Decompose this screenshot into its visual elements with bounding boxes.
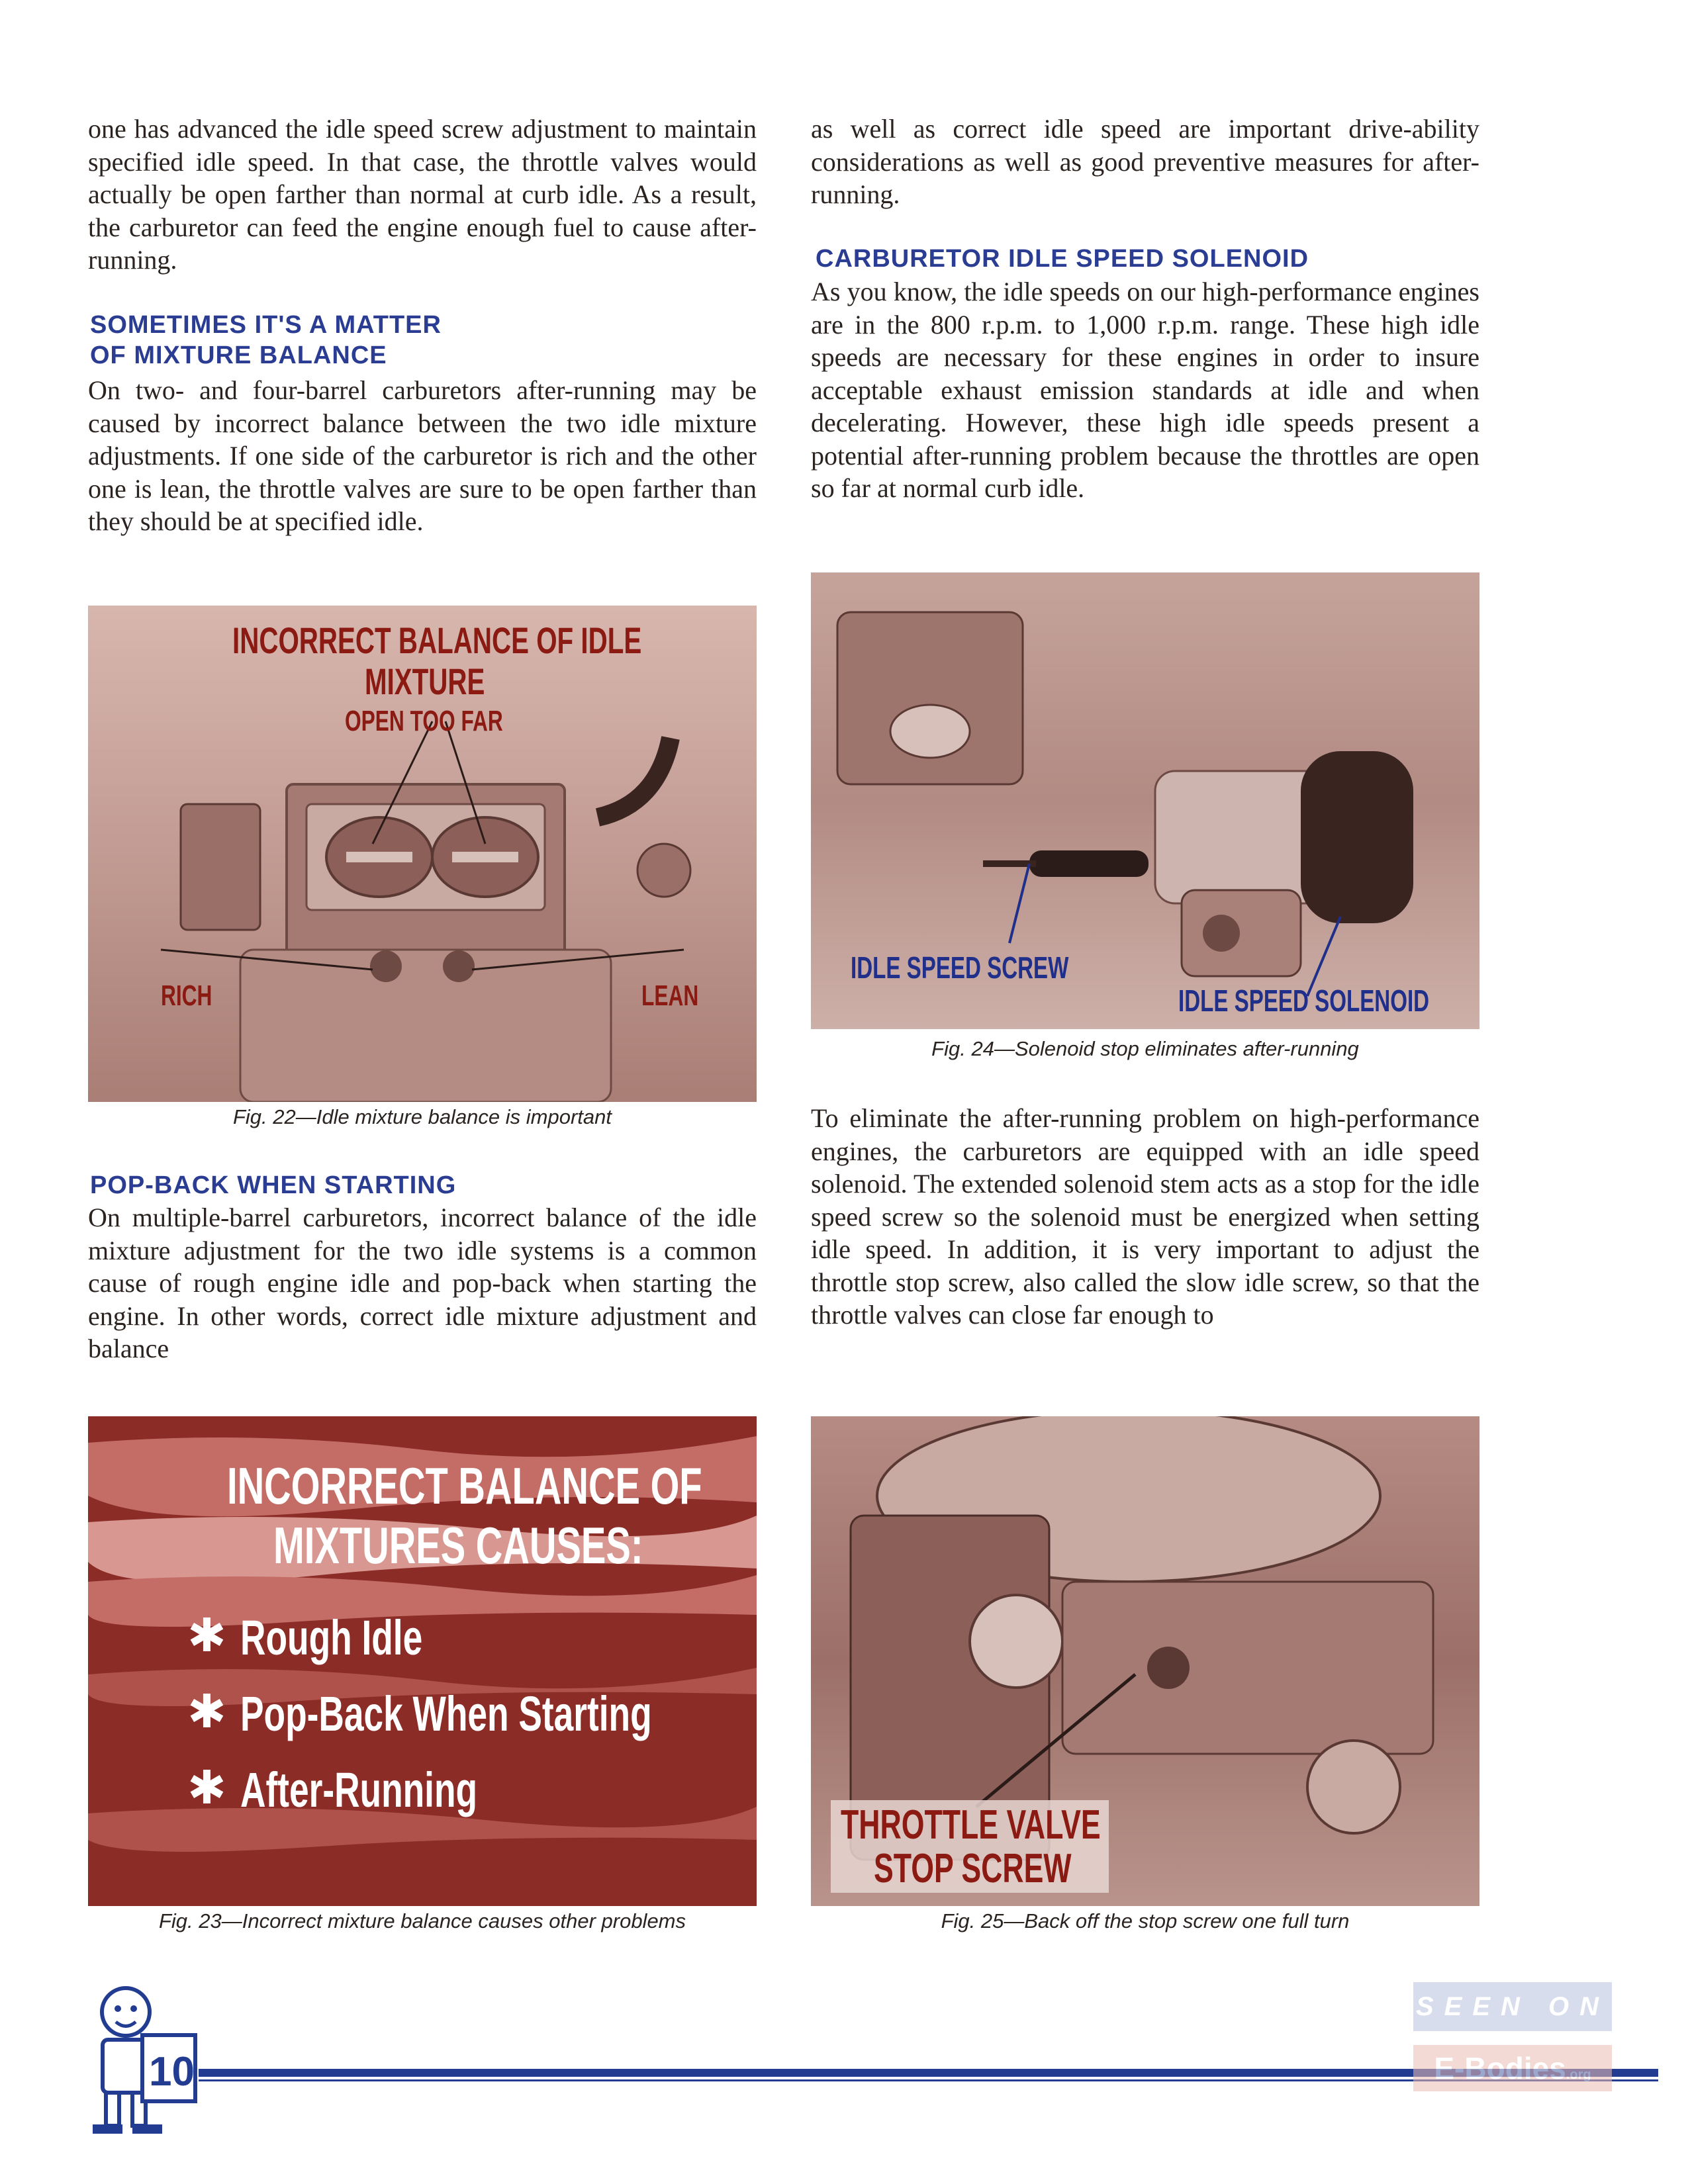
fig24-label-idle-speed-solenoid: IDLE SPEED SOLENOID: [1178, 983, 1430, 1018]
heading-mixture-balance-line1: SOMETIMES IT'S A MATTER: [90, 311, 442, 339]
fig23-caption: Fig. 23—Incorrect mixture balance causes other problems: [158, 1909, 686, 1933]
right-paragraph-3: To eliminate the after-running problem on high-performance engines, the carburetors are equipped with an idle speed solenoid. The extended solenoid stem acts as a stop for the idle speed screw so the solenoid must be energized when setting idle speed. In addition, it is very important to adjust the throttle stop screw, also called the slow idle screw, so that the throttle valves can close far enough to: [811, 1103, 1479, 1330]
fig23-item-2-label: Pop-Back When Starting: [240, 1686, 652, 1741]
stop-screw-head: [1147, 1647, 1190, 1689]
solenoid-bracket: [1182, 890, 1301, 976]
watermark-org: .org: [1566, 2068, 1591, 2082]
fig23-item-1-label: Rough Idle: [240, 1610, 423, 1665]
right-paragraph-2: As you know, the idle speeds on our high-performance engines are in the 800 r.p.m. to 1,000 r.p.m. range. These high idle speeds are necessary for these engines in order to insure acceptable exhaust emission standards at idle and when decelerating. However, these high idle speeds present a potential after-running problem because the throttles are open so far at normal curb idle.: [811, 277, 1479, 503]
vacuum-unit: [637, 844, 690, 897]
bracket-nut: [1203, 915, 1240, 952]
asterisk-icon: ✱: [187, 1608, 226, 1662]
heading-pop-back: POP-BACK WHEN STARTING: [90, 1171, 457, 1199]
fig23-title-line1: INCORRECT BALANCE OF: [227, 1457, 702, 1515]
fig24-photo: [811, 572, 1479, 1029]
fuel-inlet: [970, 1595, 1062, 1688]
left-paragraph-1: one has advanced the idle speed screw adjustment to maintain specified idle speed. In that case, the throttle valves would actually be open farther than normal at curb idle. As a result, the carburetor can feed the engine enough fuel to cause after-running.: [88, 114, 757, 275]
solenoid-cap: [1301, 751, 1413, 923]
throttle-valve-right: [452, 852, 518, 862]
right-paragraph-1: as well as correct idle speed are important drive-ability considerations as well as good preventive measures for after-running.: [811, 114, 1479, 209]
fig22-caption: Fig. 22—Idle mixture balance is important: [232, 1105, 612, 1128]
left-paragraph-2: On two- and four-barrel carburetors after-running may be caused by incorrect balance between the two idle mixture adjustments. If one side of the carburetor is rich and the other one is lean, the throttle valves are sure to be open farther than they should be at specified idle.: [88, 375, 757, 536]
heading-idle-speed-solenoid: CARBURETOR IDLE SPEED SOLENOID: [816, 245, 1309, 273]
watermark: [1413, 1982, 1612, 2095]
hose: [598, 738, 671, 817]
throttle-body: [1062, 1582, 1433, 1754]
solenoid-stem-boot: [1029, 850, 1149, 877]
fig22-label-rich: RICH: [161, 979, 212, 1012]
throttle-lever: [890, 705, 970, 758]
mixture-screw-right: [443, 950, 475, 982]
fig24-label-idle-speed-screw: IDLE SPEED SCREW: [851, 950, 1069, 985]
screw-pointer: [1009, 864, 1029, 943]
fig23-item-3-label: After-Running: [240, 1762, 478, 1817]
fig22-label-open-too-far: OPEN TOO FAR: [345, 705, 503, 737]
linkage: [181, 804, 260, 930]
fig23-graphic: [88, 1416, 757, 1906]
heading-mixture-balance-line2: OF MIXTURE BALANCE: [90, 341, 387, 369]
fig22-title-line2: MIXTURE: [365, 660, 485, 702]
carburetor-base: [240, 950, 611, 1102]
asterisk-icon: ✱: [187, 1760, 226, 1815]
fig25-photo: [811, 1416, 1479, 1906]
fig23-item-3: [187, 1760, 478, 1817]
fig25-caption: Fig. 25—Back off the stop screw one full turn: [941, 1909, 1350, 1933]
watermark-ebodies: [1413, 2045, 1612, 2091]
fig22-label-lean: LEAN: [641, 979, 699, 1012]
heading-mixture-balance: [90, 310, 442, 371]
mixture-screw-left: [370, 950, 402, 982]
left-paragraph-3: On multiple-barrel carburetors, incorrect balance of the idle mixture adjustment for the two idle systems is a common cause of rough engine idle and pop-back when starting the engine. In other words, correct idle mixture adjustment and balance: [88, 1203, 757, 1363]
throttle-valve-left: [346, 852, 412, 862]
fig22-title-line1: INCORRECT BALANCE OF IDLE: [232, 619, 642, 661]
asterisk-icon: ✱: [187, 1684, 226, 1739]
fig23-item-2: [187, 1684, 652, 1741]
throttle-lever: [1307, 1741, 1400, 1833]
fig25-label-line2: STOP SCREW: [874, 1846, 1072, 1891]
mascot-logo: [79, 1979, 199, 2138]
fig25-label-line1: THROTTLE VALVE: [841, 1802, 1101, 1848]
watermark-seen-on: SEEN ON: [1413, 1982, 1612, 2031]
page-number: 10: [149, 2049, 195, 2095]
fig23-title-line2: MIXTURES CAUSES:: [273, 1516, 643, 1574]
fig22-photo: [88, 606, 757, 1102]
fig23-item-1: [187, 1608, 423, 1665]
fig24-caption: Fig. 24—Solenoid stop eliminates after-running: [931, 1037, 1359, 1060]
watermark-ebodies-text: E-Bodies: [1434, 2051, 1566, 2085]
